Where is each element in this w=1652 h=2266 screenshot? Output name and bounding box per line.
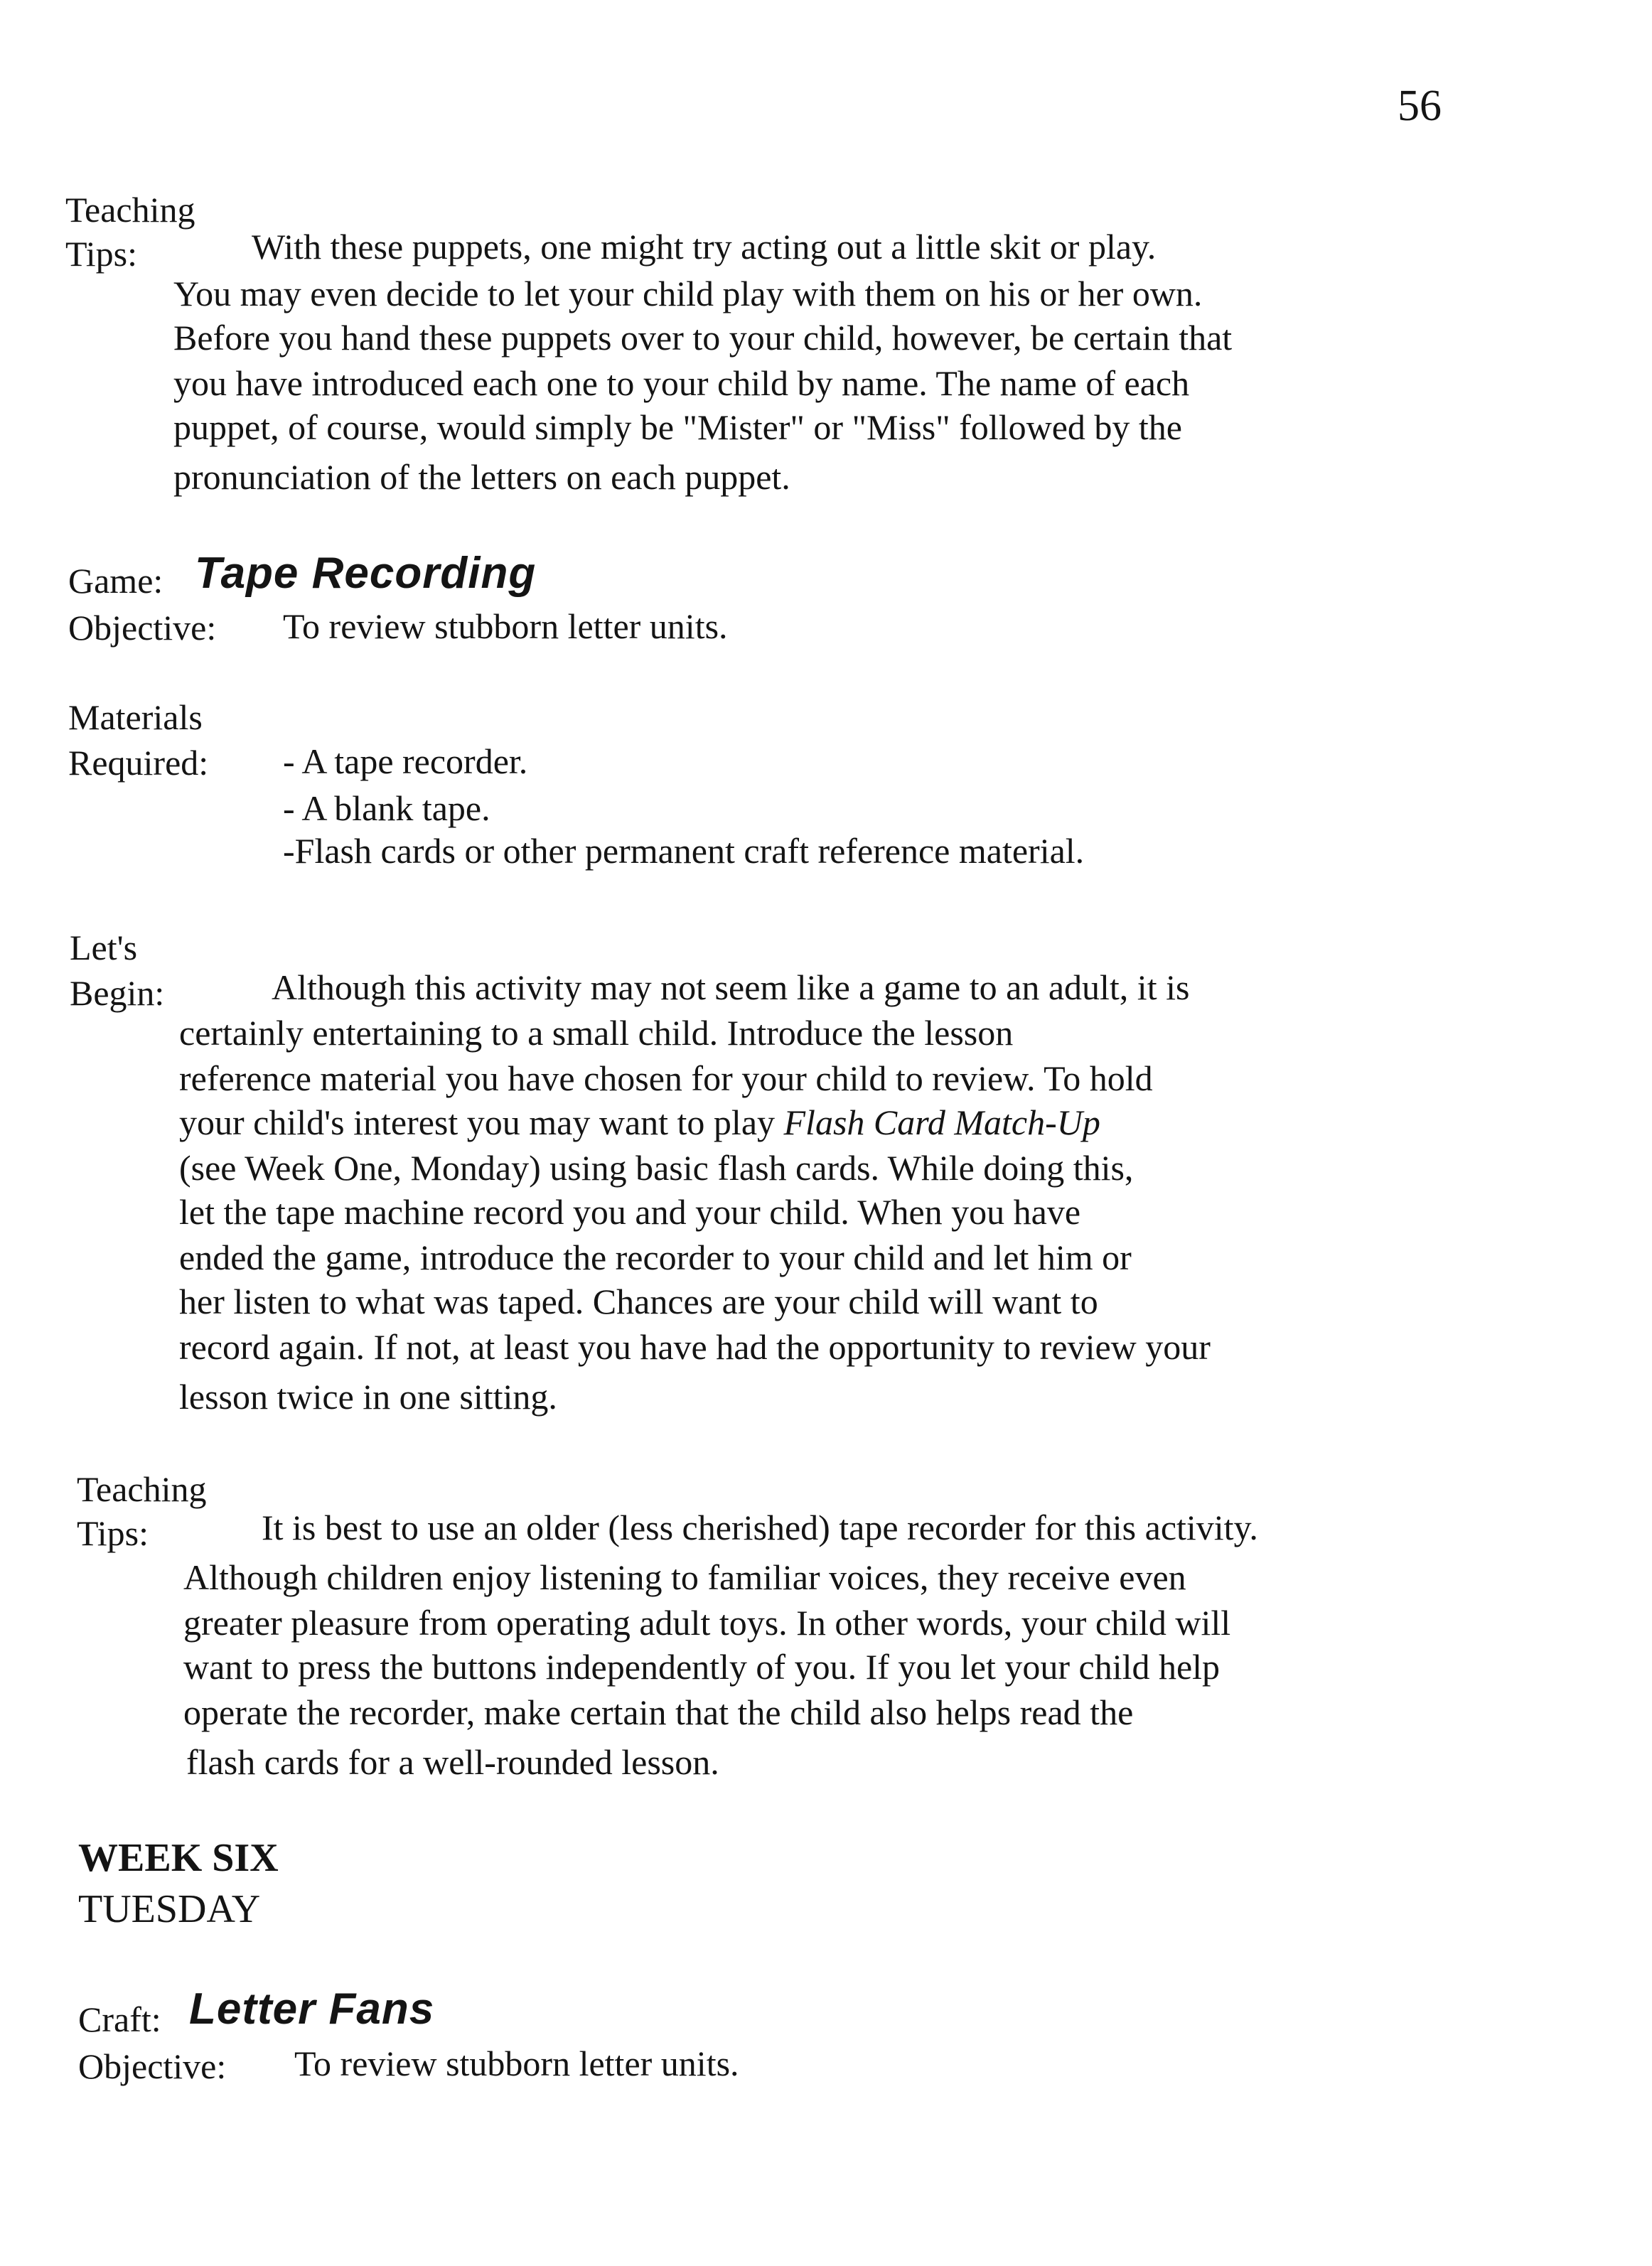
teaching-tips-text-line: You may even decide to let your child play with them on his or her own. <box>173 274 1203 313</box>
lets-begin-text-line: lesson twice in one sitting. <box>179 1377 557 1417</box>
game-objective-text: To review stubborn letter units. <box>283 606 728 646</box>
lets-begin-text-line <box>179 1102 1100 1142</box>
lets-begin-text-line: (see Week One, Monday) using basic flash cards. While doing this, <box>179 1148 1134 1188</box>
lets-begin-text-line: record again. If not, at least you have had the opportunity to review your <box>179 1327 1211 1367</box>
material-item: - A blank tape. <box>283 788 490 828</box>
lets-begin-text-segment: your child's interest you may want to play <box>179 1102 784 1142</box>
page-number: 56 <box>1398 82 1442 130</box>
craft-title: Letter Fans <box>189 1985 435 2034</box>
teaching-tips-text-line: operate the recorder, make certain that the child also helps read the <box>183 1692 1134 1732</box>
material-item: - A tape recorder. <box>283 741 528 781</box>
craft-objective-text: To review stubborn letter units. <box>294 2044 739 2083</box>
teaching-tips-text-line: With these puppets, one might try acting out a little skit or play. <box>252 227 1157 267</box>
teaching-tips-label-line1: Teaching <box>77 1469 207 1509</box>
lets-begin-label-line2: Begin: <box>70 973 165 1013</box>
day-heading: TUESDAY <box>78 1887 261 1931</box>
teaching-tips-text-line: pronunciation of the letters on each puppet. <box>173 457 790 497</box>
teaching-tips-text-line: greater pleasure from operating adult toys. In other words, your child will <box>183 1603 1231 1643</box>
teaching-tips-label-line2: Tips: <box>65 234 138 274</box>
week-heading: WEEK SIX <box>78 1836 279 1880</box>
teaching-tips-text-line: Before you hand these puppets over to your child, however, be certain that <box>173 318 1233 358</box>
teaching-tips-text-line: flash cards for a well-rounded lesson. <box>186 1742 719 1782</box>
lets-begin-text-line: ended the game, introduce the recorder to your child and let him or <box>179 1237 1132 1277</box>
lets-begin-text-line: Although this activity may not seem like a game to an adult, it is <box>272 967 1190 1007</box>
game-objective-label: Objective: <box>68 608 217 648</box>
materials-label-line2: Required: <box>68 743 209 783</box>
material-item: -Flash cards or other permanent craft reference material. <box>283 831 1085 871</box>
flash-card-match-up-title: Flash Card Match-Up <box>783 1102 1100 1142</box>
game-label: Game: <box>68 561 163 601</box>
teaching-tips-label-line1: Teaching <box>65 190 195 230</box>
craft-label: Craft: <box>78 1999 161 2039</box>
lets-begin-label-line1: Let's <box>70 928 138 967</box>
teaching-tips-text-line: puppet, of course, would simply be "Mister" or "Miss" followed by the <box>173 407 1182 447</box>
lets-begin-text-line: reference material you have chosen for your child to review. To hold <box>179 1058 1153 1098</box>
materials-label-line1: Materials <box>68 697 203 737</box>
teaching-tips-text-line: want to press the buttons independently of you. If you let your child help <box>183 1647 1221 1687</box>
lets-begin-text-line: let the tape machine record you and your child. When you have <box>179 1192 1081 1232</box>
lets-begin-text-line: her listen to what was taped. Chances are your child will want to <box>179 1282 1098 1321</box>
teaching-tips-text-line: you have introduced each one to your child by name. The name of each <box>173 363 1190 403</box>
teaching-tips-text-line: It is best to use an older (less cherished) tape recorder for this activity. <box>262 1508 1258 1547</box>
lets-begin-text-line: certainly entertaining to a small child. Introduce the lesson <box>179 1013 1014 1053</box>
teaching-tips-label-line2: Tips: <box>77 1513 149 1553</box>
game-title: Tape Recording <box>195 549 537 598</box>
craft-objective-label: Objective: <box>78 2046 227 2086</box>
teaching-tips-text-line: Although children enjoy listening to familiar voices, they receive even <box>183 1557 1186 1597</box>
